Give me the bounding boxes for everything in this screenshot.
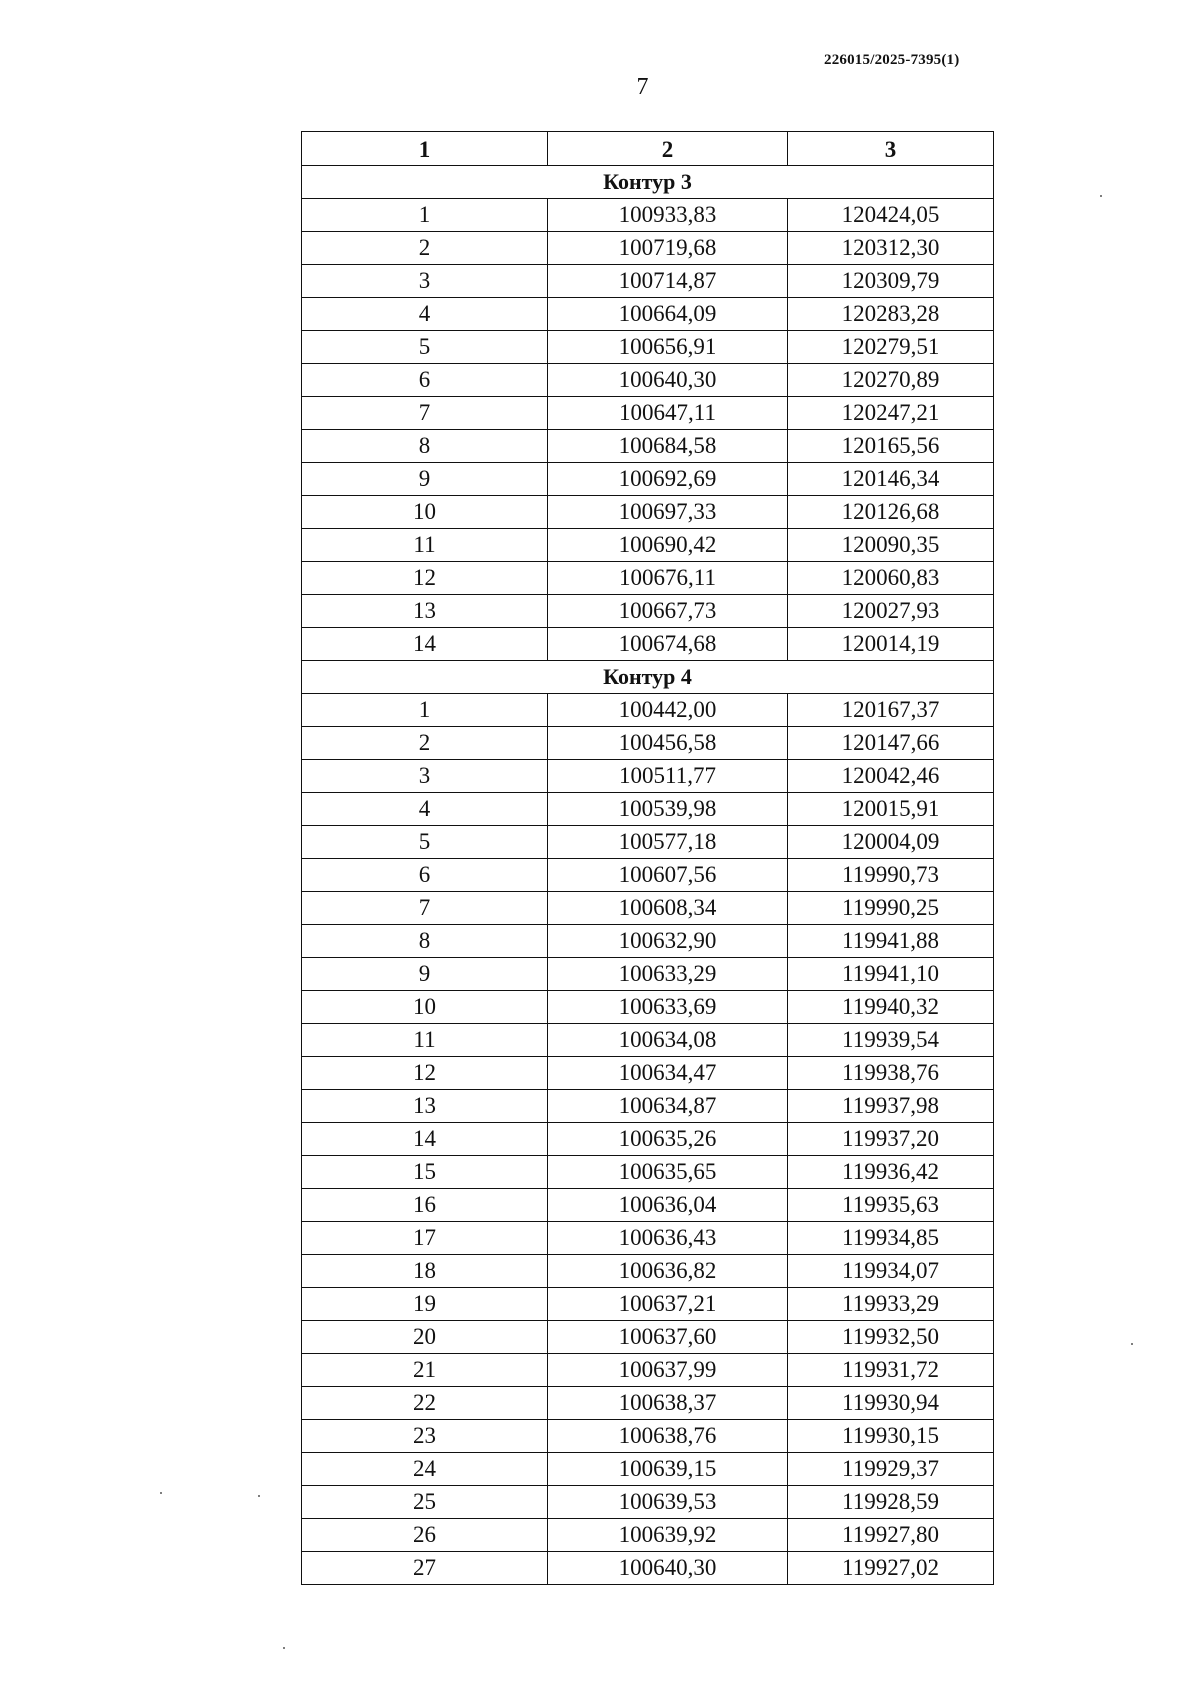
point-number-cell: 11 [302,1024,548,1057]
x-coordinate-cell: 100676,11 [548,562,788,595]
table-row [302,1222,994,1255]
x-coordinate-cell: 100635,26 [548,1123,788,1156]
point-number-cell: 24 [302,1453,548,1486]
x-coordinate-cell: 100719,68 [548,232,788,265]
point-number-cell: 4 [302,793,548,826]
table-row [302,1024,994,1057]
y-coordinate-cell: 120309,79 [788,265,994,298]
y-coordinate-cell: 120424,05 [788,199,994,232]
table-row [302,1387,994,1420]
column-header-2: 2 [548,132,788,166]
point-number-cell: 4 [302,298,548,331]
table-row [302,232,994,265]
x-coordinate-cell: 100634,47 [548,1057,788,1090]
point-number-cell: 22 [302,1387,548,1420]
table-row [302,1453,994,1486]
table-row [302,958,994,991]
table-row [302,1420,994,1453]
y-coordinate-cell: 119927,02 [788,1552,994,1585]
y-coordinate-cell: 120090,35 [788,529,994,562]
table-row [302,496,994,529]
x-coordinate-cell: 100639,92 [548,1519,788,1552]
table-row [302,1288,994,1321]
y-coordinate-cell: 120014,19 [788,628,994,661]
table-row [302,397,994,430]
y-coordinate-cell: 119930,94 [788,1387,994,1420]
y-coordinate-cell: 120247,21 [788,397,994,430]
table-row [302,1486,994,1519]
x-coordinate-cell: 100456,58 [548,727,788,760]
table-row [302,892,994,925]
table-row [302,826,994,859]
point-number-cell: 20 [302,1321,548,1354]
x-coordinate-cell: 100635,65 [548,1156,788,1189]
table-row [302,562,994,595]
y-coordinate-cell: 120283,28 [788,298,994,331]
x-coordinate-cell: 100511,77 [548,760,788,793]
point-number-cell: 8 [302,430,548,463]
column-header-3: 3 [788,132,994,166]
point-number-cell: 27 [302,1552,548,1585]
document-number: 226015/2025-7395(1) [824,52,960,68]
point-number-cell: 7 [302,892,548,925]
point-number-cell: 12 [302,562,548,595]
x-coordinate-cell: 100636,82 [548,1255,788,1288]
point-number-cell: 1 [302,199,548,232]
y-coordinate-cell: 120042,46 [788,760,994,793]
x-coordinate-cell: 100607,56 [548,859,788,892]
coordinates-table [301,131,994,1585]
x-coordinate-cell: 100539,98 [548,793,788,826]
table-row [302,364,994,397]
table-row [302,859,994,892]
y-coordinate-cell: 120312,30 [788,232,994,265]
x-coordinate-cell: 100633,69 [548,991,788,1024]
table-row [302,1552,994,1585]
point-number-cell: 21 [302,1354,548,1387]
x-coordinate-cell: 100634,08 [548,1024,788,1057]
table-row [302,727,994,760]
y-coordinate-cell: 119990,25 [788,892,994,925]
point-number-cell: 8 [302,925,548,958]
y-coordinate-cell: 119930,15 [788,1420,994,1453]
x-coordinate-cell: 100714,87 [548,265,788,298]
table-row [302,199,994,232]
y-coordinate-cell: 119936,42 [788,1156,994,1189]
x-coordinate-cell: 100636,43 [548,1222,788,1255]
x-coordinate-cell: 100639,53 [548,1486,788,1519]
x-coordinate-cell: 100638,76 [548,1420,788,1453]
y-coordinate-cell: 119937,98 [788,1090,994,1123]
point-number-cell: 7 [302,397,548,430]
x-coordinate-cell: 100633,29 [548,958,788,991]
x-coordinate-cell: 100690,42 [548,529,788,562]
table-row [302,628,994,661]
x-coordinate-cell: 100656,91 [548,331,788,364]
y-coordinate-cell: 119940,32 [788,991,994,1024]
y-coordinate-cell: 119937,20 [788,1123,994,1156]
x-coordinate-cell: 100442,00 [548,694,788,727]
table-row [302,298,994,331]
y-coordinate-cell: 120279,51 [788,331,994,364]
x-coordinate-cell: 100638,37 [548,1387,788,1420]
point-number-cell: 13 [302,595,548,628]
point-number-cell: 25 [302,1486,548,1519]
scan-speck [1131,1343,1133,1345]
section-title: Контур 4 [302,661,994,694]
point-number-cell: 13 [302,1090,548,1123]
y-coordinate-cell: 119990,73 [788,859,994,892]
page-number: 7 [636,74,649,100]
table-row [302,1090,994,1123]
y-coordinate-cell: 119941,88 [788,925,994,958]
table-row [302,1156,994,1189]
y-coordinate-cell: 119927,80 [788,1519,994,1552]
point-number-cell: 2 [302,727,548,760]
x-coordinate-cell: 100637,99 [548,1354,788,1387]
section-row [302,661,994,694]
point-number-cell: 2 [302,232,548,265]
table-row [302,991,994,1024]
y-coordinate-cell: 119928,59 [788,1486,994,1519]
y-coordinate-cell: 120027,93 [788,595,994,628]
table-row [302,265,994,298]
x-coordinate-cell: 100664,09 [548,298,788,331]
y-coordinate-cell: 119931,72 [788,1354,994,1387]
section-row [302,166,994,199]
x-coordinate-cell: 100933,83 [548,199,788,232]
x-coordinate-cell: 100667,73 [548,595,788,628]
x-coordinate-cell: 100637,21 [548,1288,788,1321]
x-coordinate-cell: 100634,87 [548,1090,788,1123]
y-coordinate-cell: 120146,34 [788,463,994,496]
point-number-cell: 5 [302,331,548,364]
table-body [302,166,994,1585]
y-coordinate-cell: 120167,37 [788,694,994,727]
x-coordinate-cell: 100608,34 [548,892,788,925]
point-number-cell: 1 [302,694,548,727]
table-row [302,1255,994,1288]
point-number-cell: 3 [302,265,548,298]
table-row [302,1321,994,1354]
table-row [302,1057,994,1090]
scan-speck [258,1495,260,1497]
point-number-cell: 17 [302,1222,548,1255]
table-header [302,132,994,166]
y-coordinate-cell: 119932,50 [788,1321,994,1354]
point-number-cell: 14 [302,628,548,661]
table-row [302,595,994,628]
y-coordinate-cell: 120270,89 [788,364,994,397]
y-coordinate-cell: 120004,09 [788,826,994,859]
point-number-cell: 9 [302,463,548,496]
x-coordinate-cell: 100639,15 [548,1453,788,1486]
y-coordinate-cell: 119934,85 [788,1222,994,1255]
table-row [302,1519,994,1552]
y-coordinate-cell: 119934,07 [788,1255,994,1288]
y-coordinate-cell: 120015,91 [788,793,994,826]
y-coordinate-cell: 119929,37 [788,1453,994,1486]
y-coordinate-cell: 120147,66 [788,727,994,760]
point-number-cell: 6 [302,859,548,892]
scan-speck [1100,195,1102,197]
table-row [302,1354,994,1387]
table-row [302,760,994,793]
point-number-cell: 14 [302,1123,548,1156]
table-row [302,529,994,562]
x-coordinate-cell: 100632,90 [548,925,788,958]
table-row [302,793,994,826]
table-row [302,463,994,496]
table-header-row [302,132,994,166]
y-coordinate-cell: 119933,29 [788,1288,994,1321]
scan-speck [160,1492,162,1494]
point-number-cell: 3 [302,760,548,793]
point-number-cell: 18 [302,1255,548,1288]
point-number-cell: 10 [302,991,548,1024]
x-coordinate-cell: 100577,18 [548,826,788,859]
y-coordinate-cell: 120060,83 [788,562,994,595]
point-number-cell: 6 [302,364,548,397]
table-row [302,430,994,463]
table-row [302,1123,994,1156]
table-row [302,331,994,364]
y-coordinate-cell: 119939,54 [788,1024,994,1057]
x-coordinate-cell: 100640,30 [548,364,788,397]
column-header-1: 1 [302,132,548,166]
x-coordinate-cell: 100674,68 [548,628,788,661]
x-coordinate-cell: 100647,11 [548,397,788,430]
point-number-cell: 16 [302,1189,548,1222]
point-number-cell: 26 [302,1519,548,1552]
table-row [302,1189,994,1222]
point-number-cell: 19 [302,1288,548,1321]
y-coordinate-cell: 119938,76 [788,1057,994,1090]
x-coordinate-cell: 100637,60 [548,1321,788,1354]
y-coordinate-cell: 119935,63 [788,1189,994,1222]
table-row [302,925,994,958]
scan-speck [283,1647,285,1649]
table-row [302,694,994,727]
x-coordinate-cell: 100636,04 [548,1189,788,1222]
point-number-cell: 15 [302,1156,548,1189]
point-number-cell: 5 [302,826,548,859]
x-coordinate-cell: 100640,30 [548,1552,788,1585]
point-number-cell: 10 [302,496,548,529]
point-number-cell: 9 [302,958,548,991]
point-number-cell: 12 [302,1057,548,1090]
x-coordinate-cell: 100684,58 [548,430,788,463]
x-coordinate-cell: 100697,33 [548,496,788,529]
section-title: Контур 3 [302,166,994,199]
y-coordinate-cell: 120165,56 [788,430,994,463]
y-coordinate-cell: 119941,10 [788,958,994,991]
point-number-cell: 11 [302,529,548,562]
y-coordinate-cell: 120126,68 [788,496,994,529]
point-number-cell: 23 [302,1420,548,1453]
x-coordinate-cell: 100692,69 [548,463,788,496]
